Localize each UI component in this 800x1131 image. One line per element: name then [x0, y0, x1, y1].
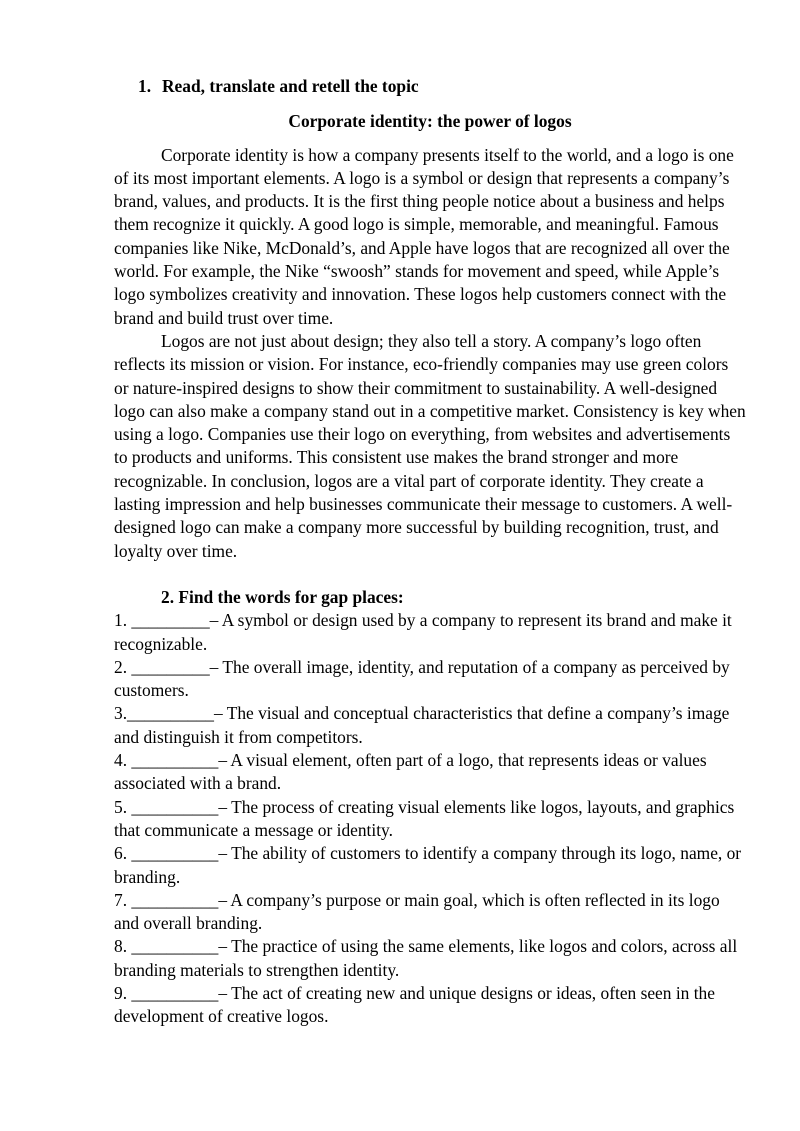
section-1-heading — [114, 75, 746, 98]
article-paragraph-2: Logos are not just about design; they also tell a story. A company’s logo often reflects its mission or vision. For instance, eco-friendly companies may use green colors or nature-inspired designs to show their commitment to sustainability. A well-designed logo can also make a company stand out in a competitive market. Consistency is key when using a logo. Companies use their logo on everything, from websites and advertisements to products and uniforms. This consistent use makes the brand stronger and more recognizable. In conclusion, logos are a vital part of corporate identity. They create a lasting impression and help businesses communicate their message to customers. A well-designed logo can make a company more successful by building recognition, trust, and loyalty over time. — [114, 330, 746, 561]
section-2-heading: 2. Find the words for gap places: — [161, 586, 404, 607]
gap-item-7: 7. __________– A company’s purpose or main goal, which is often reflected in its logo and overall branding. — [114, 889, 720, 934]
document-page — [114, 75, 746, 1029]
gap-item-5: 5. __________– The process of creating visual elements like logos, layouts, and graphics that communicate a message or identity. — [114, 796, 735, 840]
gap-item-8: 8. __________– The practice of using the same elements, like logos and colors, across all branding materials to strengthen identity. — [114, 936, 738, 980]
gap-item-2: 2. _________– The overall image, identity, and reputation of a company as perceived by customers. — [114, 656, 730, 701]
section-1-number: 1. — [138, 76, 152, 96]
gap-item-9: 9. __________– The act of creating new and unique designs or ideas, often seen in the development of creative logos. — [114, 982, 715, 1027]
article-paragraph-1: Corporate identity is how a company presents itself to the world, and a logo is one of its most important elements. A logo is a symbol or design that represents a company’s brand, values, and products. It is the first thing people notice about a business and helps them recognize it quickly. A good logo is simple, memorable, and meaningful. Famous companies like Nike, McDonald’s, and Apple have logos that are recognized all over the world. For example, the Nike “swoosh” stands for movement and speed, while Apple’s logo symbolizes creativity and innovation. These logos help customers connect with the brand and build trust over time. — [114, 144, 734, 328]
gap-exercise-list — [114, 609, 746, 1028]
section-1-heading-text: Read, translate and retell the topic — [162, 76, 419, 96]
gap-item-1: 1. _________– A symbol or design used by a company to represent its brand and make it recognizable. — [114, 610, 732, 654]
gap-item-3: 3.__________– The visual and conceptual characteristics that define a company’s image and distinguish it from competitors. — [114, 703, 730, 747]
gap-item-6: 6. __________– The ability of customers to identify a company through its logo, name, or branding. — [114, 843, 742, 887]
gap-item-4: 4. __________– A visual element, often part of a logo, that represents ideas or values associated with a brand. — [114, 750, 707, 794]
article-title: Corporate identity: the power of logos — [288, 111, 572, 132]
